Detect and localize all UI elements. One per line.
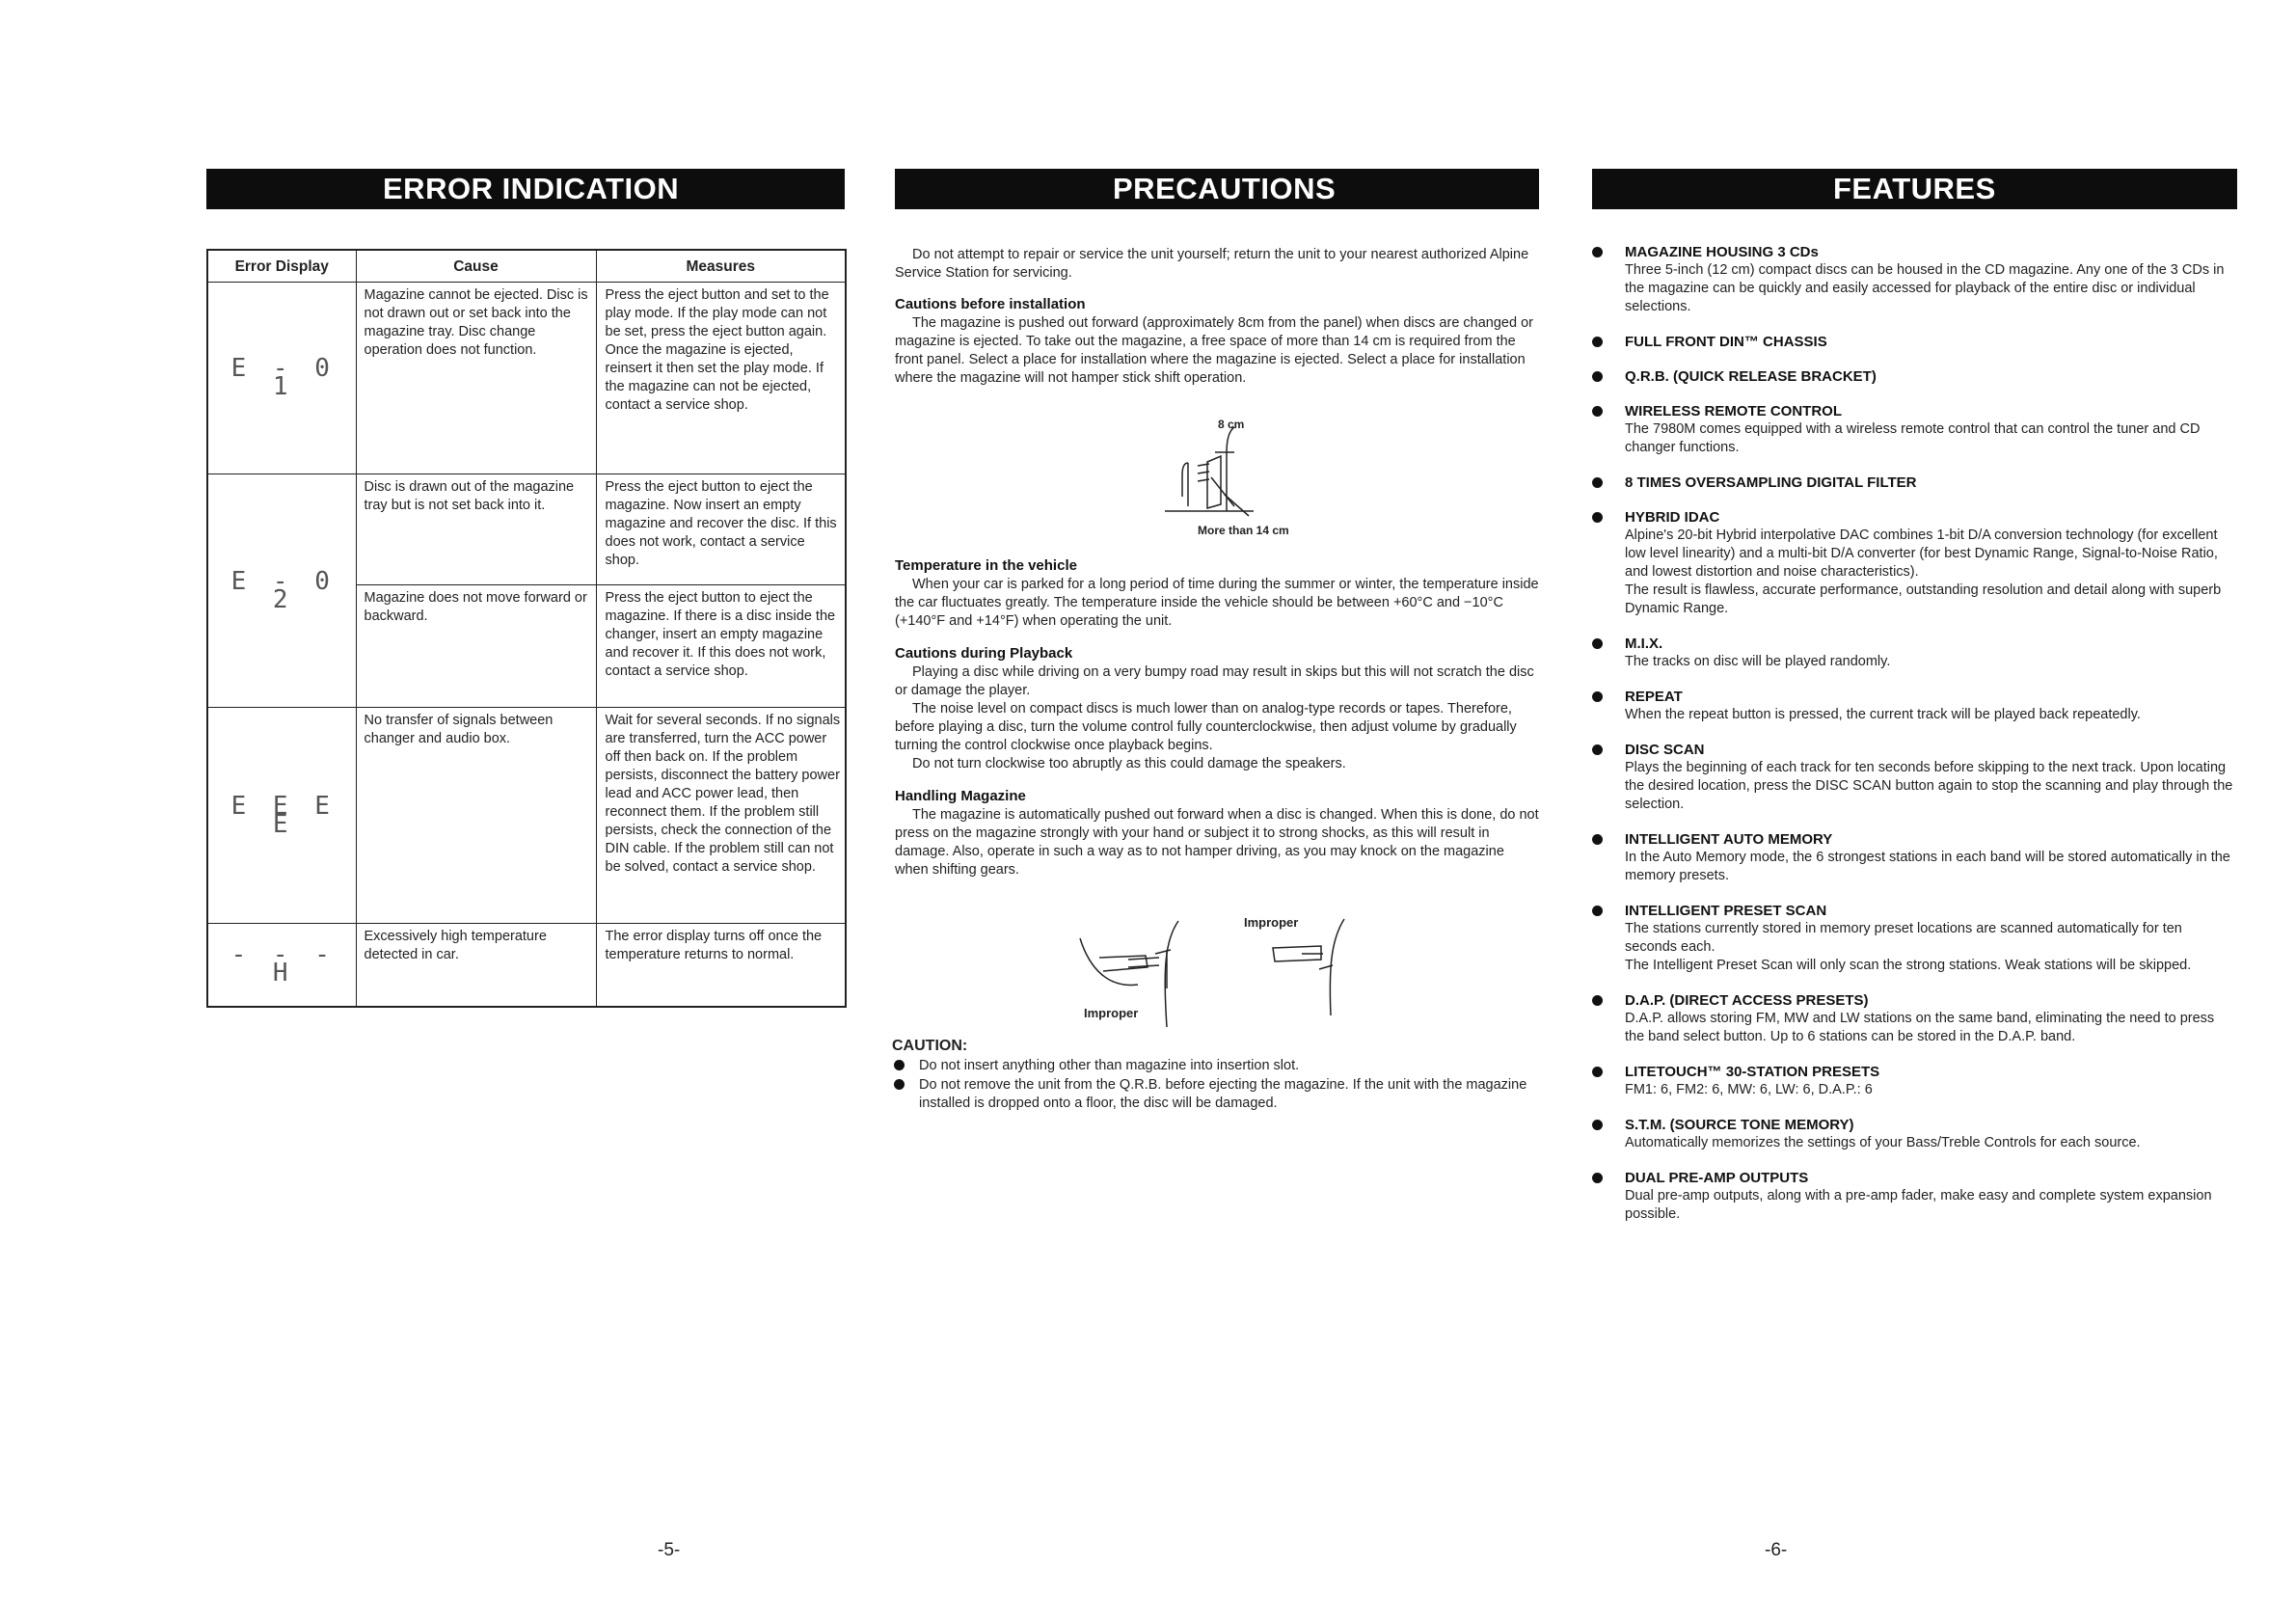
list-item (892, 1057, 1540, 1075)
label-improper-1: Improper (1084, 1006, 1139, 1020)
feature-description: FM1: 6, FM2: 6, MW: 6, LW: 6, D.A.P.: 6 (1625, 1082, 1873, 1097)
feature-description: The tracks on disc will be played randomly. (1625, 654, 1891, 669)
bullet-icon (1592, 406, 1603, 417)
error-indication-banner (206, 169, 845, 209)
temperature-heading: Temperature in the vehicle (895, 557, 1077, 574)
page-number-left: -5- (658, 1540, 681, 1560)
bullet-icon (1592, 337, 1603, 347)
feature-title: FULL FRONT DIN™ CHASSIS (1625, 334, 1827, 350)
playback-text-1: Playing a disc while driving on a very bumpy road may result in skips but this will not scratch the disc or damage the player. (895, 664, 1534, 698)
feature-description: The stations currently stored in memory preset locations are scanned automatically for ten seconds each. The Intelligent Preset Scan will only scan the strong stations. Weak stations will be skipped. (1625, 921, 2192, 973)
feature-title: M.I.X. (1625, 636, 1663, 652)
feature-item (1589, 1116, 2237, 1152)
bullet-icon (1592, 1173, 1603, 1183)
precautions-body (895, 246, 1539, 879)
error-code: E E E E (207, 708, 356, 924)
header-cause: Cause (356, 250, 596, 283)
page-number-right: -6- (1765, 1540, 1788, 1560)
feature-title: 8 TIMES OVERSAMPLING DIGITAL FILTER (1625, 474, 1917, 491)
feature-title: Q.R.B. (QUICK RELEASE BRACKET) (1625, 368, 1877, 385)
feature-item (1589, 741, 2237, 814)
bullet-icon (894, 1079, 905, 1090)
feature-item (1589, 1063, 2237, 1099)
bullet-icon (1592, 691, 1603, 702)
bullet-icon (1592, 995, 1603, 1006)
feature-item (1589, 902, 2237, 975)
installation-heading: Cautions before installation (895, 296, 1086, 312)
feature-title: INTELLIGENT AUTO MEMORY (1625, 831, 1833, 848)
playback-text-3: Do not turn clockwise too abruptly as this could damage the speakers. (912, 756, 1346, 771)
feature-title: LITETOUCH™ 30-STATION PRESETS (1625, 1064, 1880, 1080)
feature-description: The 7980M comes equipped with a wireless remote control that can control the tuner and CD changer functions. (1625, 421, 2201, 455)
feature-title: DUAL PRE-AMP OUTPUTS (1625, 1170, 1809, 1186)
error-code: - - - H (207, 924, 356, 1007)
feature-item (1589, 367, 2237, 386)
error-indication-title: ERROR INDICATION (383, 172, 680, 205)
caution-text: Do not insert anything other than magazine into insertion slot. (919, 1058, 1300, 1073)
feature-description: Automatically memorizes the settings of your Bass/Treble Controls for each source. (1625, 1135, 2141, 1150)
caution-text: Do not remove the unit from the Q.R.B. before ejecting the magazine. If the unit with the magazine installed is dropped onto a floor, the disc will be damaged. (919, 1077, 1527, 1111)
installation-diagram (1157, 419, 1311, 540)
handling-text: The magazine is automatically pushed out forward when a disc is changed. When this is done, do not press on the magazine strongly with your hand or subject it to strong shocks, as this will result in damage. Also, operate in such a way as to not hamper driving, as you may knock on the magazine when shifting gears. (895, 807, 1539, 878)
bullet-icon (1592, 1120, 1603, 1130)
feature-title: HYBRID IDAC (1625, 509, 1720, 526)
improper-handling-diagram (1070, 911, 1350, 1027)
measures-cell: Wait for several seconds. If no signals are transferred, turn the ACC power off then back on. If the problem persists, disconnect the battery power lead and ACC power lead, then reconnect them. If the problem still persists, check the connection of the DIN cable. If the problem still can not be solved, contact a service shop. (596, 708, 846, 924)
bullet-icon (1592, 906, 1603, 916)
cause-cell: Disc is drawn out of the magazine tray but is not set back into it. (356, 474, 596, 585)
feature-item (1589, 333, 2237, 351)
error-code: E - 0 2 (207, 474, 356, 708)
installation-diagram-drawing (1157, 419, 1311, 521)
table-row (207, 283, 846, 474)
error-table (206, 249, 847, 1008)
measures-cell: The error display turns off once the temperature returns to normal. (596, 924, 846, 1007)
precautions-intro: Do not attempt to repair or service the unit yourself; return the unit to your nearest authorized Alpine Service Station for servicing. (895, 247, 1529, 281)
installation-text: The magazine is pushed out forward (approximately 8cm from the panel) when discs are changed or magazine is ejected. To take out the magazine, a free space of more than 14 cm is required from the front panel. Select a place for installation where the magazine is ejected. Select a place for installation where the magazine will not hamper stick shift operation. (895, 315, 1533, 386)
feature-description: When the repeat button is pressed, the current track will be played back repeatedly. (1625, 707, 2141, 722)
bullet-icon (894, 1060, 905, 1070)
bullet-icon (1592, 744, 1603, 755)
handling-heading: Handling Magazine (895, 788, 1026, 804)
measures-cell: Press the eject button to eject the magazine. Now insert an empty magazine and recover the disc. If this does not work, contact a service shop. (596, 474, 846, 585)
bullet-icon (1592, 1067, 1603, 1077)
feature-item (1589, 508, 2237, 618)
feature-item (1589, 688, 2237, 724)
caution-title: CAUTION: (892, 1038, 968, 1054)
feature-item (1589, 635, 2237, 671)
bullet-icon (1592, 638, 1603, 649)
feature-title: WIRELESS REMOTE CONTROL (1625, 403, 1842, 419)
caution-box (892, 1037, 1540, 1114)
table-row (207, 924, 846, 1007)
feature-description: Dual pre-amp outputs, along with a pre-amp fader, make easy and complete system expansion possible. (1625, 1188, 2212, 1222)
list-item (892, 1076, 1540, 1113)
label-8cm: 8 cm (1218, 418, 1245, 431)
header-measures: Measures (596, 250, 846, 283)
bullet-icon (1592, 834, 1603, 845)
feature-item (1589, 1169, 2237, 1224)
header-error-display: Error Display (207, 250, 356, 283)
feature-item (1589, 402, 2237, 457)
playback-heading: Cautions during Playback (895, 645, 1073, 662)
feature-title: D.A.P. (DIRECT ACCESS PRESETS) (1625, 992, 1869, 1009)
feature-description: In the Auto Memory mode, the 6 strongest stations in each band will be stored automatically in the memory presets. (1625, 850, 2230, 883)
temperature-text: When your car is parked for a long period of time during the summer or winter, the temperature inside the car fluctuates greatly. The temperature inside the vehicle should be between +60°C and −10°C (+140°F and +14°F) when operating the unit. (895, 577, 1539, 629)
error-code: E - 0 1 (207, 283, 356, 474)
caution-list (892, 1057, 1540, 1113)
bullet-icon (1592, 477, 1603, 488)
playback-text-2: The noise level on compact discs is much lower than on analog-type records or tapes. Therefore, before playing a disc, turn the volume control fully counterclockwise, then adjust volume by gradually turning the control clockwise once playback begins. (895, 701, 1517, 753)
bullet-icon (1592, 371, 1603, 382)
feature-title: DISC SCAN (1625, 742, 1705, 758)
bullet-icon (1592, 247, 1603, 257)
measures-cell: Press the eject button and set to the play mode. If the play mode can not be set, press the eject button again. Once the magazine is ejected, reinsert it then set the play mode. If the magazine can not be ejected, contact a service shop. (596, 283, 846, 474)
features-list (1589, 243, 2237, 1224)
label-14cm: More than 14 cm (1198, 524, 1289, 537)
feature-item (1589, 991, 2237, 1046)
feature-description: Three 5-inch (12 cm) compact discs can be housed in the CD magazine. Any one of the 3 CDs in the magazine can be quickly and easily accessed for playback of the entire disc or individual selections. (1625, 262, 2225, 314)
table-header-row (207, 250, 846, 283)
cause-cell: Magazine cannot be ejected. Disc is not drawn out or set back into the magazine tray. Disc change operation does not function. (356, 283, 596, 474)
feature-item (1589, 830, 2237, 885)
features-list-container (1589, 243, 2237, 1240)
feature-description: D.A.P. allows storing FM, MW and LW stations on the same band, eliminating the need to press the band select button. Up to 6 stations can be stored in the D.A.P. band. (1625, 1011, 2215, 1044)
table-row (207, 708, 846, 924)
precautions-title: PRECAUTIONS (1113, 172, 1337, 205)
feature-item (1589, 243, 2237, 316)
table-row (207, 474, 846, 585)
bullet-icon (1592, 512, 1603, 523)
features-banner (1592, 169, 2237, 209)
label-improper-2: Improper (1244, 915, 1299, 930)
feature-title: MAGAZINE HOUSING 3 CDs (1625, 244, 1819, 260)
feature-description: Plays the beginning of each track for ten seconds before skipping to the next track. Upon locating the desired location, press the DISC SCAN button again to stop the scanning and play through the selection. (1625, 760, 2233, 812)
feature-title: INTELLIGENT PRESET SCAN (1625, 903, 1827, 919)
feature-item (1589, 473, 2237, 492)
measures-cell: Press the eject button to eject the magazine. If there is a disc inside the changer, insert an empty magazine and recover it. If this does not work, contact a service shop. (596, 585, 846, 708)
precautions-banner (895, 169, 1539, 209)
feature-title: S.T.M. (SOURCE TONE MEMORY) (1625, 1117, 1854, 1133)
feature-description: Alpine's 20-bit Hybrid interpolative DAC combines 1-bit D/A conversion technology (for excellent low level linearity) and a multi-bit D/A converter (for best Dynamic Range, Signal-to-Noise Ratio, and lowest distortion and noise characteristics). The result is flawless, accurate performance, outstanding resolution and detail along with superb Dynamic Range. (1625, 527, 2222, 616)
cause-cell: Excessively high temperature detected in car. (356, 924, 596, 1007)
cause-cell: Magazine does not move forward or backward. (356, 585, 596, 708)
cause-cell: No transfer of signals between changer and audio box. (356, 708, 596, 924)
features-title: FEATURES (1833, 172, 1996, 205)
feature-title: REPEAT (1625, 689, 1683, 705)
